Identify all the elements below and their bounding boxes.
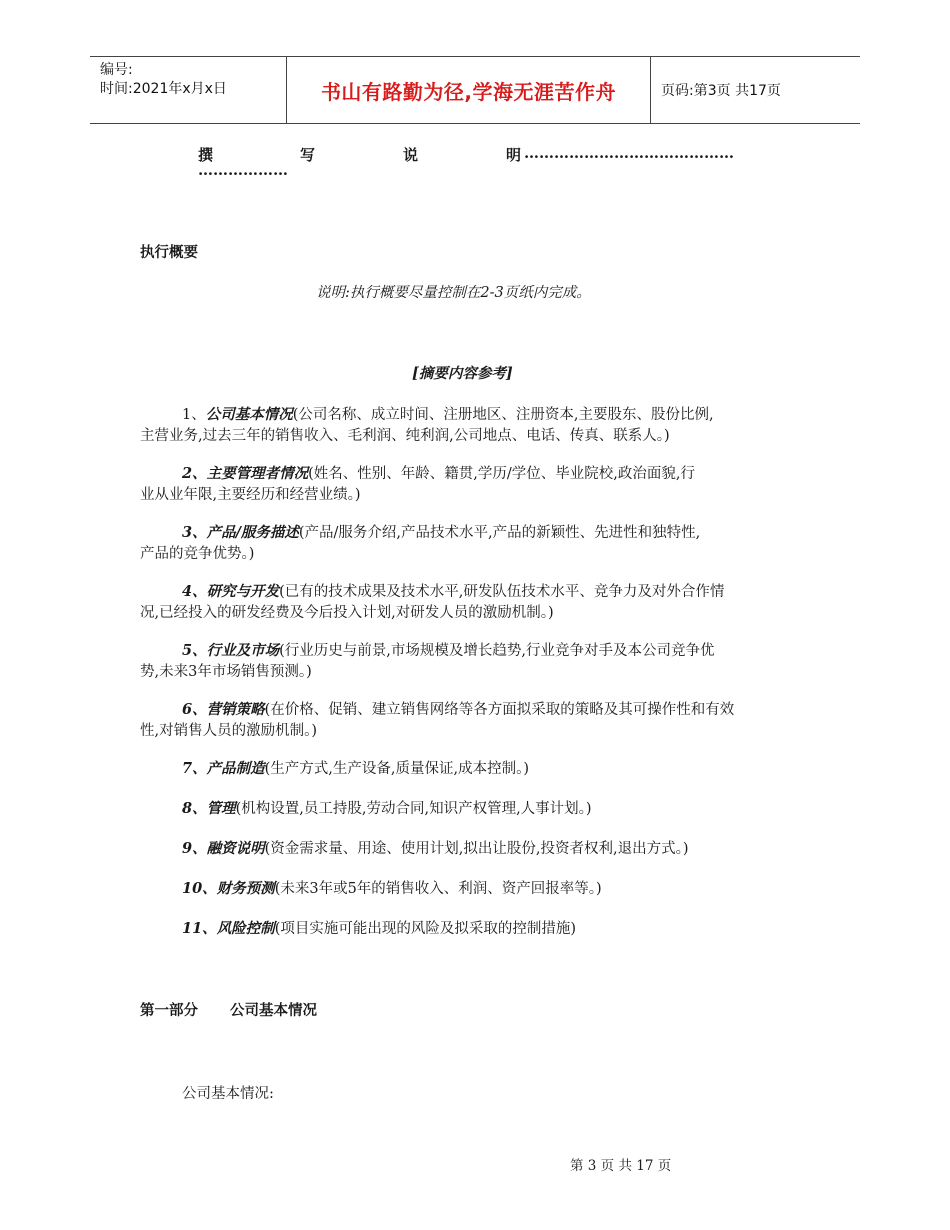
list-item	[140, 758, 812, 780]
toc-char: 说	[403, 146, 419, 164]
item-description: (产品/服务介绍,产品技术水平,产品的新颖性、先进性和独特性,	[298, 525, 701, 541]
toc-char: 写	[300, 146, 316, 164]
item-description: 产品的竞争优势。)	[140, 546, 255, 562]
item-heading: 产品制造	[206, 760, 265, 777]
page-header	[90, 56, 860, 124]
summary-reference-title: [摘要内容参考]	[412, 365, 513, 382]
item-heading: 研究与开发	[206, 583, 280, 600]
item-number: 1、	[182, 407, 206, 423]
item-description: (公司名称、成立时间、注册地区、注册资本,主要股东、股份比例,	[292, 407, 714, 423]
item-description: 况,已经投入的研发经费及今后投入计划,对研发人员的激励机制。)	[140, 605, 554, 621]
list-item	[140, 640, 812, 683]
exec-summary-note: 说明:执行概要尽量控制在2-3页纸内完成。	[316, 285, 591, 301]
item-number: 9、	[182, 840, 207, 857]
document-number: 编号:	[100, 62, 133, 78]
header-motto: 书山有路勤为径,学海无涯苦作舟	[320, 79, 617, 104]
item-heading: 产品/服务描述	[206, 524, 299, 541]
item-description: (姓名、性别、年龄、籍贯,学历/学位、毕业院校,政治面貌,行	[308, 466, 695, 482]
list-item	[140, 581, 812, 624]
header-divider	[650, 57, 651, 123]
item-description: (生产方式,生产设备,质量保证,成本控制。)	[264, 761, 529, 777]
item-description: (已有的技术成果及技术水平,研发队伍技术水平、竞争力及对外合作情	[279, 584, 725, 600]
item-heading: 营销策略	[206, 701, 265, 718]
list-item	[140, 838, 812, 860]
item-heading: 公司基本情况	[205, 406, 293, 423]
item-number: 3、	[182, 524, 207, 541]
list-item	[140, 798, 812, 820]
item-heading: 行业及市场	[206, 642, 280, 659]
page-footer: 第 3 页 共 17 页	[570, 1158, 672, 1174]
item-description: (行业历史与前景,市场规模及增长趋势,行业竞争对手及本公司竞争优	[279, 643, 715, 659]
item-number: 6、	[182, 701, 207, 718]
item-description: (资金需求量、用途、使用计划,拟出让股份,投资者权利,退出方式。)	[264, 841, 689, 857]
item-description: 势,未来3年市场销售预测。)	[140, 664, 312, 680]
list-item	[140, 522, 812, 565]
list-item	[140, 699, 812, 742]
item-heading: 主要管理者情况	[206, 465, 309, 482]
item-description: 性,对销售人员的激励机制。)	[140, 723, 318, 739]
toc-leader-dots: ………………	[198, 161, 288, 179]
list-item	[140, 878, 812, 900]
item-number: 7、	[182, 760, 207, 777]
item-number: 11、	[182, 920, 217, 937]
item-heading: 管理	[206, 800, 236, 817]
toc-leader-dots: ……………………………………	[524, 144, 734, 162]
toc-char: 撰	[198, 146, 214, 164]
item-description: (项目实施可能出现的风险及拟采取的控制措施)	[274, 921, 576, 937]
item-description: (机构设置,员工持股,劳动合同,知识产权管理,人事计划。)	[235, 801, 592, 817]
part1-subheading: 公司基本情况:	[182, 1086, 274, 1102]
item-number: 8、	[182, 800, 207, 817]
item-heading: 财务预测	[216, 880, 275, 897]
item-description: (未来3年或5年的销售收入、利润、资产回报率等。)	[274, 881, 602, 897]
item-description: (在价格、促销、建立销售网络等各方面拟采取的策略及其可操作性和有效	[264, 702, 735, 718]
header-page-info: 页码:第3页 共17页	[661, 83, 781, 99]
header-meta	[90, 57, 286, 123]
section-title-exec-summary: 执行概要	[140, 244, 198, 261]
list-item	[140, 918, 812, 940]
item-heading: 融资说明	[206, 840, 265, 857]
item-number: 10、	[182, 880, 217, 897]
document-time: 时间:2021年x月x日	[100, 81, 227, 97]
item-heading: 风险控制	[216, 920, 275, 937]
item-number: 2、	[182, 465, 207, 482]
item-description: 业从业年限,主要经历和经营业绩。)	[140, 487, 361, 503]
list-item	[140, 404, 812, 447]
item-number: 5、	[182, 642, 207, 659]
list-item	[140, 463, 812, 506]
item-number: 4、	[182, 583, 207, 600]
section-title-part-number: 第一部分	[140, 1002, 198, 1019]
toc-char: 明	[506, 146, 522, 164]
item-description: 主营业务,过去三年的销售收入、毛利润、纯利润,公司地点、电话、传真、联系人。)	[140, 428, 670, 444]
section-title-part-text: 公司基本情况	[230, 1002, 317, 1019]
